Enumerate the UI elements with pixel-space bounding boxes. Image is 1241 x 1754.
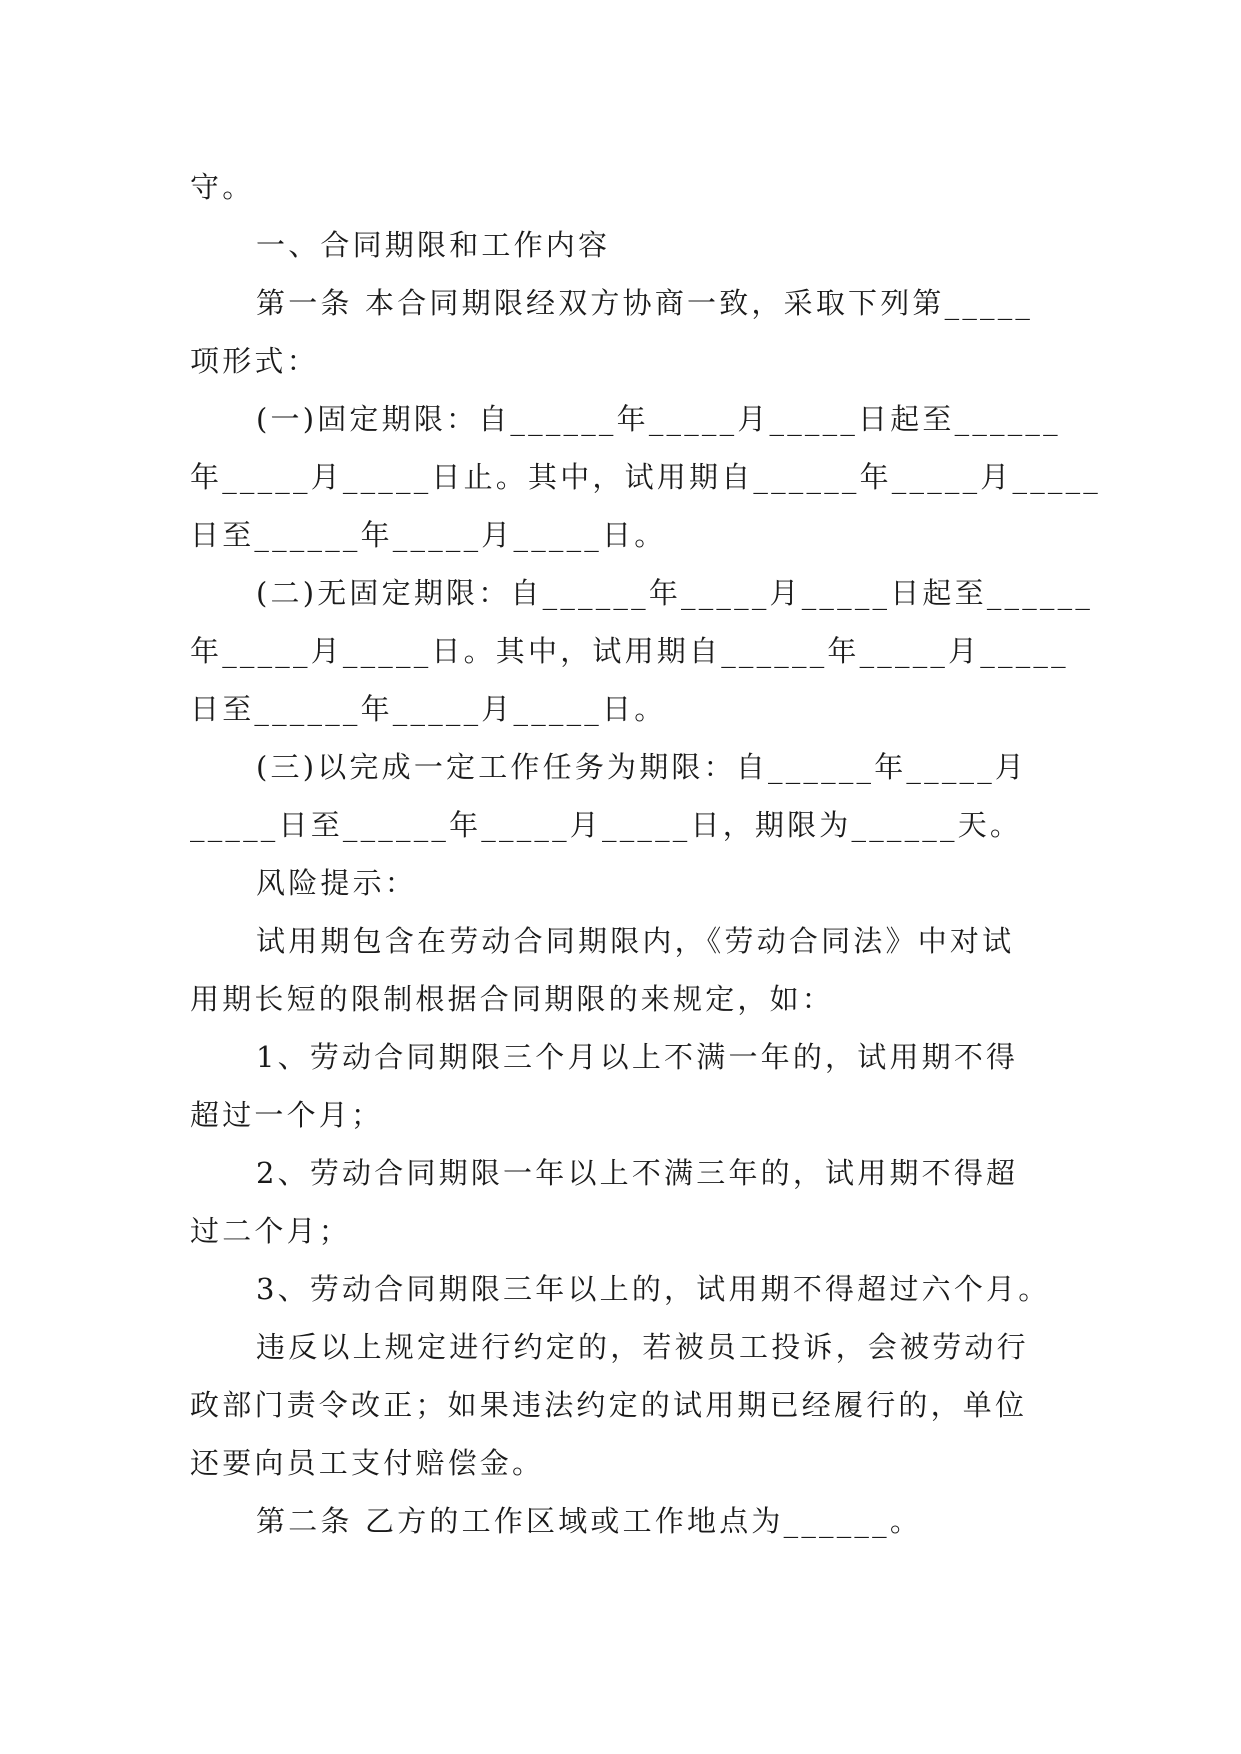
- text-line: 日至______年_____月_____日。: [190, 518, 667, 552]
- document-body: [190, 158, 1102, 1550]
- text-line: 年_____月_____日。其中，试用期自______年_____月_____: [190, 634, 1069, 668]
- article-1-text: 第一条 本合同期限经双方协商一致，采取下列第_____: [256, 286, 1034, 320]
- fixed-term-clause: (一)固定期限：自______年_____月_____日起至______: [256, 402, 1061, 436]
- text-line: 年_____月_____日止。其中，试用期自______年_____月_____: [190, 460, 1102, 494]
- text-line: 还要向员工支付赔偿金。: [190, 1446, 545, 1480]
- section-heading: 一、合同期限和工作内容: [256, 228, 611, 262]
- text-line: 日至______年_____月_____日。: [190, 692, 667, 726]
- risk-paragraph: 试用期包含在劳动合同期限内，《劳动合同法》中对试: [256, 924, 1015, 958]
- risk-heading: 风险提示：: [256, 866, 418, 900]
- list-item-1: 1、劳动合同期限三个月以上不满一年的，试用期不得: [256, 1040, 1019, 1074]
- text-line: 政部门责令改正；如果违法约定的试用期已经履行的，单位: [190, 1388, 1028, 1422]
- list-item-2: 2、劳动合同期限一年以上不满三年的，试用期不得超: [256, 1156, 1019, 1190]
- text-line: _____日至______年_____月_____日，期限为______天。: [190, 808, 1023, 842]
- article-2-text: 第二条 乙方的工作区域或工作地点为______。: [256, 1504, 923, 1538]
- text-line: 守。: [190, 170, 255, 204]
- text-line: 超过一个月；: [190, 1098, 384, 1132]
- task-term-clause: (三)以完成一定工作任务为期限：自______年_____月: [256, 750, 1028, 784]
- text-line: 项形式：: [190, 344, 319, 378]
- text-line: 用期长短的限制根据合同期限的来规定，如：: [190, 982, 835, 1016]
- list-item-3: 3、劳动合同期限三年以上的，试用期不得超过六个月。: [256, 1272, 1051, 1306]
- open-term-clause: (二)无固定期限：自______年_____月_____日起至______: [256, 576, 1094, 610]
- violation-paragraph: 违反以上规定进行约定的，若被员工投诉，会被劳动行: [256, 1330, 1029, 1364]
- text-line: 过二个月；: [190, 1214, 352, 1248]
